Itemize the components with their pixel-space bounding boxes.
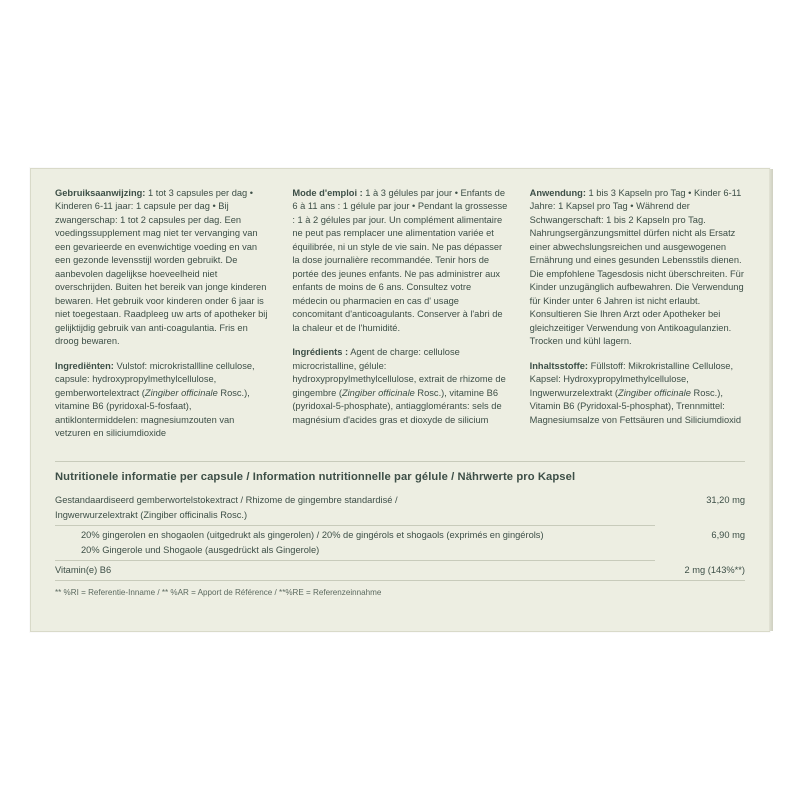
table-row	[55, 506, 745, 526]
ingredients-label-de: Inhaltsstoffe:	[529, 360, 589, 371]
ingredients-paragraph-de	[530, 360, 745, 427]
ingredients-pre-nl: Vulstof: microkristallline cellulose, capsule: hydroxypropylmethylcellulose, gemberwortelextract (	[55, 360, 255, 398]
ingredients-paragraph-fr	[292, 346, 507, 427]
column-dutch	[55, 187, 270, 451]
vitamin-name: Vitamin(e) B6	[55, 561, 655, 581]
nutrition-table-title: Nutritionele informatie per capsule / Information nutritionnelle par gélule / Nährwerte pro Kapsel	[55, 471, 576, 484]
usage-label-nl: Gebruiksaanwijzing:	[55, 188, 146, 198]
usage-paragraph-de	[530, 187, 745, 349]
ingredients-latin-de: Zingiber officinale	[618, 387, 691, 398]
column-french	[292, 187, 507, 438]
table-row	[55, 491, 745, 506]
usage-label-de: Anwendung:	[529, 188, 586, 198]
usage-text-fr: 1 à 3 gélules par jour • Enfants de 6 à 11 ans : 1 gélule par jour • Pendant la grossesse : 1 à 2 gélules par jour. Un complément alimentaire ne peut pas remplacer une alimentation variée et équilibrée, ni un style de vie sain. Ne pas dépasser la dose journalière recommandée. Tenir hors de portée des jeunes enfants. Ne pas administrer aux enfants de moins de 6 ans. Consultez votre médecin ou pharmacien en cas d' usage concomitant d'anticoagulants. Conserver à l'abri de la chaleur et de l'humidité.	[292, 188, 508, 333]
nutrition-top-rule	[55, 461, 745, 462]
ingredients-pre-de: Füllstoff: Mikrokristalline Cellulose, Kapsel: Hydroxypropylmethylcellulose, Ingwerwurzelextrakt (	[529, 360, 734, 398]
table-row	[55, 526, 745, 542]
ingredients-latin-fr: Zingiber officinale	[341, 387, 415, 398]
nutrient-name-line2: Ingwerwurzelextrakt (Zingiber officinalis Rosc.)	[55, 506, 655, 526]
table-row	[55, 541, 745, 561]
ingredients-label-nl: Ingrediënten:	[55, 360, 114, 371]
nutrient-sub-name-line2: 20% Gingerole und Shogaole (ausgedrückt als Gingerole)	[55, 541, 655, 561]
ingredients-post-nl: Rosc.), vitamine B6 (pyridoxal-5-fosfaat), antiklontermiddelen: magnesiumzouten van vetzuren en siliciumdioxide	[55, 387, 250, 438]
usage-paragraph-fr	[292, 187, 507, 335]
language-columns	[55, 187, 745, 451]
usage-text-de: 1 bis 3 Kapseln pro Tag • Kinder 6-11 Jahre: 1 Kapsel pro Tag • Während der Schwangerschaft: 1 bis 2 Kapseln pro Tag. Nahrungsergänzungsmittel dürfen nicht als Ersatz einer abwechslungsreichen und ausgewogenen Ernährung und eines gesunden Lebensstils dienen. Die empfohlene Tagesdosis nicht überschreiten. Für Kinder unzugänglich aufbewahren. Die Verwendung für Kinder unter 6 Jahren ist nicht erlaubt. Konsultieren Sie Ihren Arzt oder Apotheker bei gleichzeitiger Verwendung von Antikoagulanzien. Trocken und kühl lagern.	[529, 188, 744, 347]
nutrition-footnote: ** %RI = Referentie-Inname / ** %AR = Apport de Référence / **%RE = Referenzeinnahme	[55, 588, 382, 598]
nutrient-value: 31,20 mg	[706, 495, 745, 506]
ingredients-post-fr: Rosc.), vitamine B6 (pyridoxal-5-phosphate), antiagglomérants: sels de magnésium d'acides gras et dioxyde de silicium	[292, 387, 502, 425]
ingredients-post-de: Rosc.), Vitamin B6 (Pyridoxal-5-phosphat), Trennmittel: Magnesiumsalze von Fettsäuren und Siliciumdioxid	[529, 387, 742, 425]
panel-content	[31, 169, 769, 631]
nutrient-sub-value: 6,90 mg	[711, 529, 745, 540]
nutrient-name-line1: Gestandaardiseerd gemberwortelstokextract / Rhizome de gingembre standardisé /	[55, 495, 398, 506]
supplement-box-back-panel	[30, 168, 770, 632]
usage-paragraph-nl	[55, 187, 270, 349]
nutrient-sub-name-line1: 20% gingerolen en shogaolen (uitgedrukt als gingerolen) / 20% de gingérols et shogaols (exprimés en gingérols)	[81, 530, 544, 541]
ingredients-latin-nl: Zingiber officinale	[144, 387, 218, 398]
vitamin-value: 2 mg (143%**)	[655, 561, 745, 581]
usage-text-nl: 1 tot 3 capsules per dag • Kinderen 6-11 jaar: 1 capsule per dag • Bij zwangerschap: 1 tot 2 capsules per dag. Een voedingssupplement mag niet ter vervanging van een gevarieerde en evenwichtige voeding en van een gezonde levensstijl worden gebruikt. De aanbevolen dagelijkse hoeveelheid niet overschrijden. Buiten het bereik van jonge kinderen bewaren. Het gebruik voor kinderen onder 6 jaar is niet toegestaan. Raadpleeg uw arts of apotheker bij gelijktijdig gebruik van anti-coagulantia. Fris en droog bewaren.	[55, 188, 268, 347]
table-row	[55, 561, 745, 581]
column-german	[530, 187, 745, 438]
nutrition-table	[55, 491, 745, 581]
ingredients-paragraph-nl	[55, 360, 270, 441]
usage-label-fr: Mode d'emploi :	[292, 188, 363, 198]
ingredients-pre-fr: Agent de charge: cellulose microcristalline, gélule: hydroxypropylmethylcellulose, extrait de rhizome de gingembre (	[292, 347, 506, 398]
ingredients-label-fr: Ingrédients :	[292, 347, 349, 358]
nutrient-latin-name: Zingiber officinalis	[143, 510, 218, 521]
